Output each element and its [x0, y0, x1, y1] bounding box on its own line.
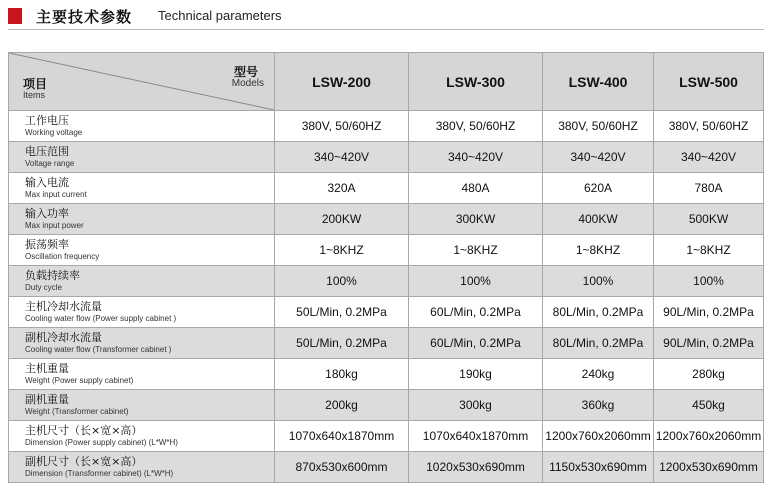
- value-cell: 380V, 50/60HZ: [275, 111, 409, 142]
- value-cell: 340~420V: [275, 142, 409, 173]
- value-cell: 400KW: [543, 204, 654, 235]
- red-square-marker: [8, 8, 22, 24]
- value-cell: 100%: [409, 266, 543, 297]
- value-cell: 340~420V: [543, 142, 654, 173]
- parameter-cell: [9, 328, 275, 359]
- parameter-cell: [9, 390, 275, 421]
- parameter-name-cn: 主机尺寸（长×宽×高）: [25, 423, 143, 437]
- value-cell: 1~8KHZ: [543, 235, 654, 266]
- parameter-name-en: Weight (Power supply cabinet): [25, 375, 134, 385]
- value-cell: 180kg: [275, 359, 409, 390]
- parameter-cell: [9, 421, 275, 452]
- parameter-cell: [9, 142, 275, 173]
- value-cell: 780A: [654, 173, 764, 204]
- parameter-name-en: Voltage range: [25, 158, 75, 168]
- model-header: LSW-400: [543, 53, 654, 111]
- table-row: [9, 204, 764, 235]
- parameter-name-cn: 输入功率: [25, 206, 69, 220]
- value-cell: 200kg: [275, 390, 409, 421]
- parameter-cell: [9, 111, 275, 142]
- parameter-name-cn: 副机重量: [25, 392, 69, 406]
- value-cell: 1200x760x2060mm: [543, 421, 654, 452]
- parameter-name-en: Cooling water flow (Power supply cabinet ): [25, 313, 177, 323]
- items-label-en: Items: [23, 90, 46, 100]
- model-header: LSW-200: [275, 53, 409, 111]
- value-cell: 90L/Min, 0.2MPa: [654, 328, 764, 359]
- value-cell: 100%: [654, 266, 764, 297]
- parameter-name-cn: 副机尺寸（长×宽×高）: [25, 454, 143, 468]
- parameter-name-en: Oscillation frequency: [25, 251, 100, 261]
- table-row: [9, 359, 764, 390]
- value-cell: 1~8KHZ: [275, 235, 409, 266]
- value-cell: 80L/Min, 0.2MPa: [543, 297, 654, 328]
- value-cell: 300kg: [409, 390, 543, 421]
- table-header-row: [9, 53, 764, 111]
- value-cell: 100%: [275, 266, 409, 297]
- value-cell: 300KW: [409, 204, 543, 235]
- value-cell: 620A: [543, 173, 654, 204]
- table-row: [9, 421, 764, 452]
- value-cell: 500KW: [654, 204, 764, 235]
- parameter-cell: [9, 204, 275, 235]
- parameter-name-cn: 振荡频率: [25, 237, 69, 251]
- value-cell: 1020x530x690mm: [409, 452, 543, 483]
- value-cell: 340~420V: [654, 142, 764, 173]
- section-title-cn: 主要技术参数: [36, 8, 133, 26]
- corner-cell: [9, 53, 275, 111]
- models-label-cn: 型号: [233, 65, 258, 79]
- table-row: [9, 452, 764, 483]
- value-cell: 90L/Min, 0.2MPa: [654, 297, 764, 328]
- parameter-name-cn: 主机冷却水流量: [25, 299, 102, 313]
- parameter-name-cn: 输入电流: [25, 175, 69, 189]
- value-cell: 1200x760x2060mm: [654, 421, 764, 452]
- parameter-name-en: Working voltage: [25, 127, 83, 137]
- value-cell: 100%: [543, 266, 654, 297]
- value-cell: 1070x640x1870mm: [275, 421, 409, 452]
- value-cell: 1~8KHZ: [654, 235, 764, 266]
- value-cell: 190kg: [409, 359, 543, 390]
- parameter-name-en: Dimension (Transformer cabinet) (L*W*H): [25, 468, 174, 478]
- parameter-name-cn: 电压范围: [25, 144, 69, 158]
- table-row: [9, 297, 764, 328]
- model-header: LSW-300: [409, 53, 543, 111]
- value-cell: 480A: [409, 173, 543, 204]
- table-row: [9, 328, 764, 359]
- value-cell: 1~8KHZ: [409, 235, 543, 266]
- section-header: [8, 4, 764, 30]
- value-cell: 1150x530x690mm: [543, 452, 654, 483]
- parameter-name-cn: 工作电压: [25, 113, 69, 127]
- value-cell: 60L/Min, 0.2MPa: [409, 297, 543, 328]
- value-cell: 200KW: [275, 204, 409, 235]
- value-cell: 360kg: [543, 390, 654, 421]
- value-cell: 870x530x600mm: [275, 452, 409, 483]
- parameter-name-cn: 副机冷却水流量: [25, 330, 102, 344]
- value-cell: 50L/Min, 0.2MPa: [275, 328, 409, 359]
- value-cell: 380V, 50/60HZ: [543, 111, 654, 142]
- value-cell: 380V, 50/60HZ: [654, 111, 764, 142]
- parameter-name-cn: 主机重量: [25, 361, 69, 375]
- parameter-name-en: Weight (Transformer cabinet): [25, 406, 129, 416]
- parameter-cell: [9, 235, 275, 266]
- value-cell: 60L/Min, 0.2MPa: [409, 328, 543, 359]
- table-row: [9, 235, 764, 266]
- parameter-cell: [9, 452, 275, 483]
- table-row: [9, 173, 764, 204]
- parameter-name-en: Max input current: [25, 189, 87, 199]
- models-label-en: Models: [231, 78, 264, 89]
- value-cell: 50L/Min, 0.2MPa: [275, 297, 409, 328]
- header-rule: [8, 29, 764, 30]
- table-row: [9, 142, 764, 173]
- parameter-name-en: Max input power: [25, 220, 84, 230]
- table-row: [9, 111, 764, 142]
- value-cell: 380V, 50/60HZ: [409, 111, 543, 142]
- value-cell: 1200x530x690mm: [654, 452, 764, 483]
- value-cell: 450kg: [654, 390, 764, 421]
- section-title-en: Technical parameters: [158, 8, 282, 23]
- table-row: [9, 266, 764, 297]
- parameter-cell: [9, 173, 275, 204]
- model-header: LSW-500: [654, 53, 764, 111]
- value-cell: 240kg: [543, 359, 654, 390]
- parameter-cell: [9, 266, 275, 297]
- parameter-name-cn: 负载持续率: [25, 268, 80, 282]
- parameter-name-en: Cooling water flow (Transformer cabinet ): [25, 344, 172, 354]
- value-cell: 1070x640x1870mm: [409, 421, 543, 452]
- value-cell: 80L/Min, 0.2MPa: [543, 328, 654, 359]
- parameter-name-en: Dimension (Power supply cabinet) (L*W*H): [25, 437, 178, 447]
- table-row: [9, 390, 764, 421]
- spec-table: [8, 52, 764, 483]
- value-cell: 320A: [275, 173, 409, 204]
- value-cell: 340~420V: [409, 142, 543, 173]
- parameter-name-en: Duty cycle: [25, 282, 62, 292]
- items-label-cn: 项目: [23, 77, 48, 91]
- parameter-cell: [9, 297, 275, 328]
- parameter-cell: [9, 359, 275, 390]
- value-cell: 280kg: [654, 359, 764, 390]
